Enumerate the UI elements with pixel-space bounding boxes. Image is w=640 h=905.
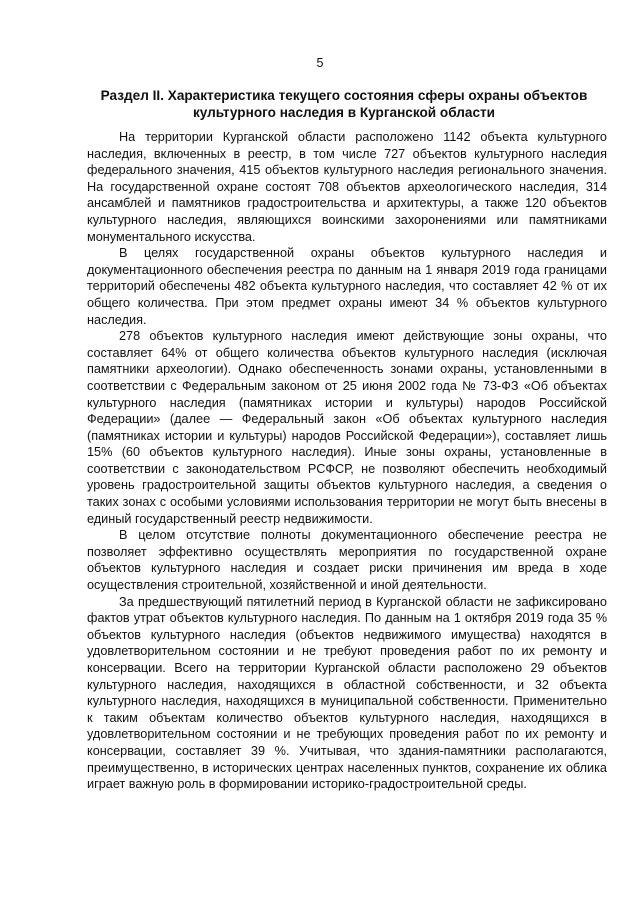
section-heading: Раздел II. Характеристика текущего состояния сферы охраны объектов культурного наследия в Курганской области	[100, 88, 588, 120]
paragraph: На территории Курганской области расположено 1142 объекта культурного наследия, включенных в реестр, в том числе 727 объектов культурного наследия федерального значения, 415 объектов культурного наследия регионального значения. На государственной охране состоят 708 объектов археологического наследия, 314 ансамблей и памятников градостроительства и архитектуры, а также 120 объектов культурного наследия, являющихся воинскими захоронениями или памятниками монументального искусства.	[87, 130, 607, 244]
body-text	[87, 129, 607, 793]
paragraph: В целях государственной охраны объектов культурного наследия и документационного обеспечения реестра по данным на 1 января 2019 года границами территорий обеспечены 482 объекта культурного наследия, что составляет 42 % от их общего количества. При этом предмет охраны имеют 34 % объектов культурного наследия.	[87, 246, 607, 327]
paragraph: За предшествующий пятилетний период в Курганской области не зафиксировано фактов утрат объектов культурного наследия. По данным на 1 октября 2019 года 35 % объектов культурного наследия (объектов недвижимого имущества) находятся в удовлетворительном состоянии и не требуют проведения работ по их ремонту и консервации. Всего на территории Курганской области расположено 29 объектов культурного наследия, находящихся в областной собственности, и 32 объекта культурного наследия, находящихся в муниципальной собственности. Применительно к таким объектам количество объектов культурного наследия, находящихся в удовлетворительном состоянии и не требующих проведения работ по их ремонту и консервации, составляет 39 %. Учитывая, что здания-памятники располагаются, преимущественно, в исторических центрах населенных пунктов, сохранение их облика играет важную роль в формировании историко-градостроительной среды.	[87, 594, 607, 792]
page-number: 5	[316, 56, 324, 70]
paragraph: 278 объектов культурного наследия имеют действующие зоны охраны, что составляет 64% от общего количества объектов культурного наследия (исключая памятники археологии). Однако обеспеченность зонами охраны, установленными в соответствии с Федеральным законом от 25 июня 2002 года № 73-ФЗ «Об объектах культурного наследия (памятниках истории и культуры) народов Российской Федерации» (далее — Федеральный закон «Об объектах культурного наследия (памятниках истории и культуры) народов Российской Федерации»), составляет лишь 15% (60 объектов культурного наследия). Иные зоны охраны, установленные в соответствии с законодательством РСФСР, не позволяют обеспечить необходимый уровень градостроительной защиты объектов культурного наследия, а сведения о таких зонах с особыми условиями использования территории не могут быть внесены в единый государственный реестр недвижимости.	[87, 329, 607, 526]
paragraph: В целом отсутствие полноты документационного обеспечение реестра не позволяет эффективно осуществлять мероприятия по государственной охране объектов культурного наследия и создает риски причинения им вреда в ходе осуществления строительной, хозяйственной и иной деятельности.	[87, 528, 607, 593]
